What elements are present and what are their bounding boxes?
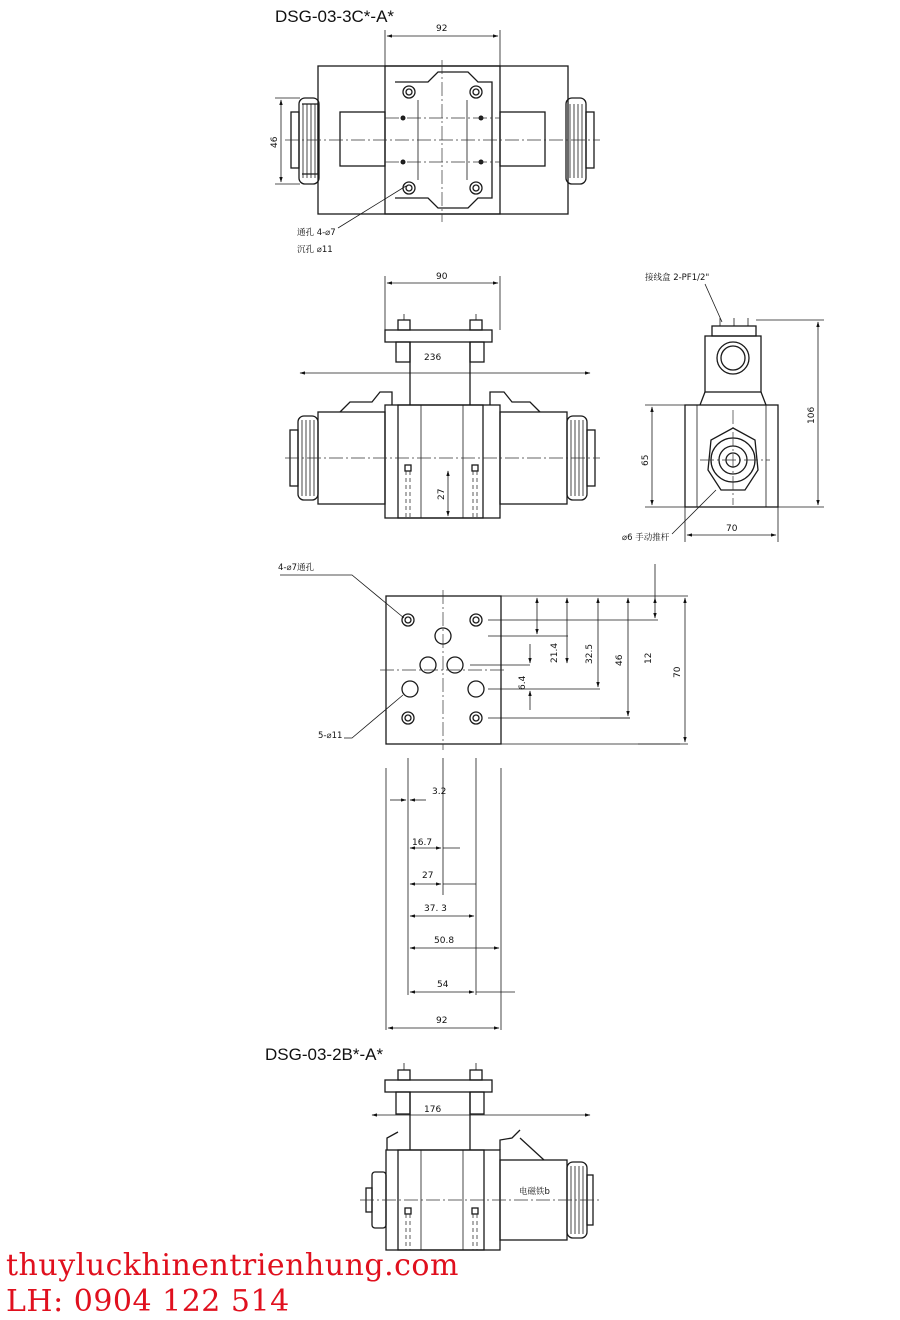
dim-front-90: 90	[436, 272, 448, 282]
dim-front-27: 27	[437, 488, 447, 500]
dim-37-3: 37. 3	[424, 904, 447, 914]
dim-side-65: 65	[641, 454, 651, 466]
dim-side-106: 106	[807, 406, 817, 424]
note-holes-4-7: 4-⌀7通孔	[278, 563, 315, 573]
front-view	[285, 272, 600, 518]
title-2b: DSG-03-2B*-A*	[265, 1045, 384, 1064]
dim-top-46: 46	[270, 136, 280, 148]
two-position-view	[360, 1063, 600, 1250]
title-3c: DSG-03-3C*-A*	[275, 7, 395, 26]
note-wiring-box: 接线盒 2-PF1/2"	[645, 273, 710, 283]
dim-front-236: 236	[424, 353, 442, 363]
note-holes-5-11: 5-⌀11	[318, 731, 343, 741]
top-view	[270, 24, 600, 255]
dim-32-5: 32.5	[585, 643, 595, 664]
dim-side-70: 70	[726, 524, 738, 534]
dim-27: 27	[422, 871, 434, 881]
watermark-phone: LH: 0904 122 514	[6, 1284, 290, 1319]
dim-21-4: 21.4	[550, 642, 560, 663]
dim-12: 12	[644, 652, 654, 664]
dim-6-4: 6.4	[518, 675, 528, 690]
dim-3-2: 3.2	[432, 787, 447, 797]
dim-92: 92	[436, 1016, 448, 1026]
dim-46: 46	[615, 654, 625, 666]
note-counterbore: 沉孔 ⌀11	[297, 245, 333, 255]
dim-176: 176	[424, 1105, 442, 1115]
label-solenoid-b: 电磁铁b	[519, 1187, 550, 1197]
port-face	[278, 562, 688, 1030]
dim-50-8: 50.8	[434, 936, 455, 946]
dim-54: 54	[437, 980, 449, 990]
side-view	[622, 272, 824, 543]
dim-16-7: 16.7	[412, 838, 433, 848]
dim-top-92: 92	[436, 24, 448, 34]
note-manual-pin: ⌀6 手动推杆	[622, 533, 670, 543]
watermark-site: thuyluckhinentrienhung.com	[6, 1248, 459, 1283]
dim-70: 70	[673, 666, 683, 678]
note-through-hole: 通孔 4-⌀7	[297, 228, 336, 238]
